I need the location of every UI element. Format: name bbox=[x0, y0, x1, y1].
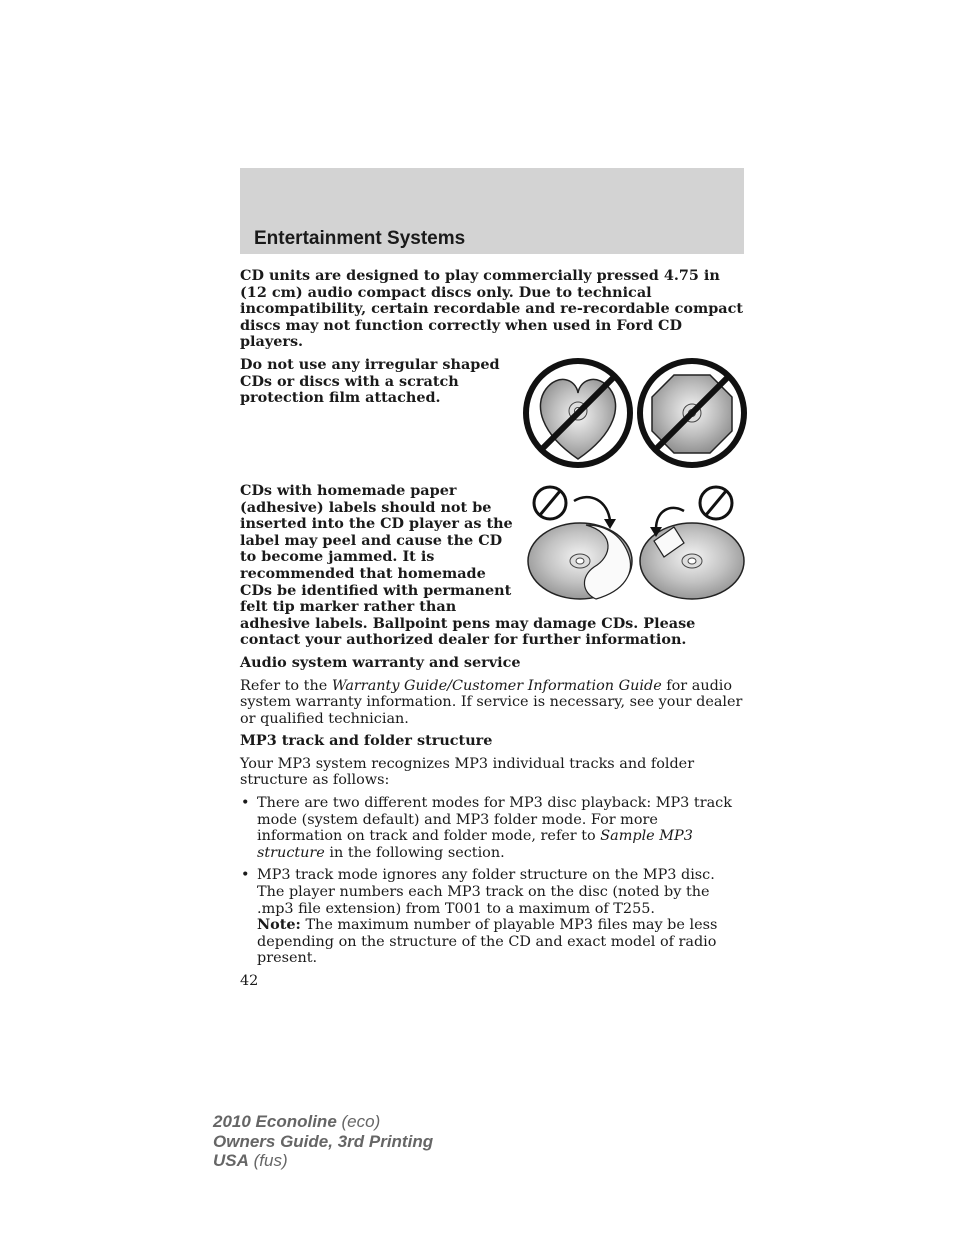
section-title: Entertainment Systems bbox=[254, 228, 466, 249]
document-footer bbox=[213, 1112, 433, 1171]
page-number: 42 bbox=[240, 973, 259, 989]
page-content bbox=[240, 268, 746, 990]
labeled-disc-icon bbox=[640, 487, 744, 599]
irregular-disc-prohibited-illustration bbox=[520, 355, 752, 473]
list-item: • MP3 track mode ignores any folder structure on the MP3 disc. The player numbers each MP3 track on the disc (noted by the .mp3 file extension) from T001 to a maximum of T255. Note: The maximum number of playable MP3 files may be less depending on the structure of the CD and exact model of radio present. bbox=[241, 867, 718, 967]
bullet-marker: • bbox=[241, 867, 250, 884]
sample-mp3-reference: Sample MP3 structure bbox=[257, 828, 693, 861]
peeling-label-disc-icon bbox=[528, 487, 632, 599]
footer-line-region: USA (fus) bbox=[213, 1151, 288, 1170]
bullet-marker: • bbox=[241, 795, 250, 812]
adhesive-label-warning: CDs with homemade paper (adhesive) labels should not be inserted into the CD player as the label may peel and cause the CD to become jammed. It is recommended that homemade CDs be identified with permanent felt tip marker rather than adhesive labels. Ballpoint pens may damage CDs. Please contact your authorized dealer for further information. bbox=[240, 481, 696, 649]
section-header-band bbox=[240, 168, 744, 254]
label-disc-block bbox=[240, 483, 746, 649]
list-item: • There are two different modes for MP3 disc playback: MP3 track mode (system default) and MP3 folder mode. For more information on track and folder mode, refer to Sample MP3 structure in the following section. bbox=[241, 795, 732, 861]
adhesive-label-prohibited-illustration bbox=[524, 481, 750, 603]
irregular-disc-block bbox=[240, 357, 746, 479]
note-label: Note: bbox=[257, 916, 301, 934]
footer-line-printing: Owners Guide, 3rd Printing bbox=[213, 1131, 434, 1151]
warranty-heading: Audio system warranty and service bbox=[240, 653, 521, 671]
heart-disc-icon bbox=[540, 379, 615, 459]
mp3-intro: Your MP3 system recognizes MP3 individual tracks and folder structure as follows: bbox=[240, 755, 695, 789]
mp3-bullet-list bbox=[240, 795, 746, 967]
footer-line-model: 2010 Econoline (eco) bbox=[213, 1112, 381, 1131]
cd-format-warning: CD units are designed to play commercially pressed 4.75 in (12 cm) audio compact discs only. Due to technical incompatibility, certain recordable and re-recordable compact discs may not function correctly when used in Ford CD players. bbox=[240, 267, 744, 351]
irregular-disc-warning: Do not use any irregular shaped CDs or discs with a scratch protection film attached. bbox=[240, 355, 500, 407]
warranty-guide-reference: Warranty Guide/Customer Information Guide bbox=[331, 677, 662, 694]
warranty-text: Refer to the Warranty Guide/Customer Information Guide for audio system warranty information. If service is necessary, see your dealer or qualified technician. bbox=[240, 677, 743, 727]
mp3-heading: MP3 track and folder structure bbox=[240, 732, 493, 750]
